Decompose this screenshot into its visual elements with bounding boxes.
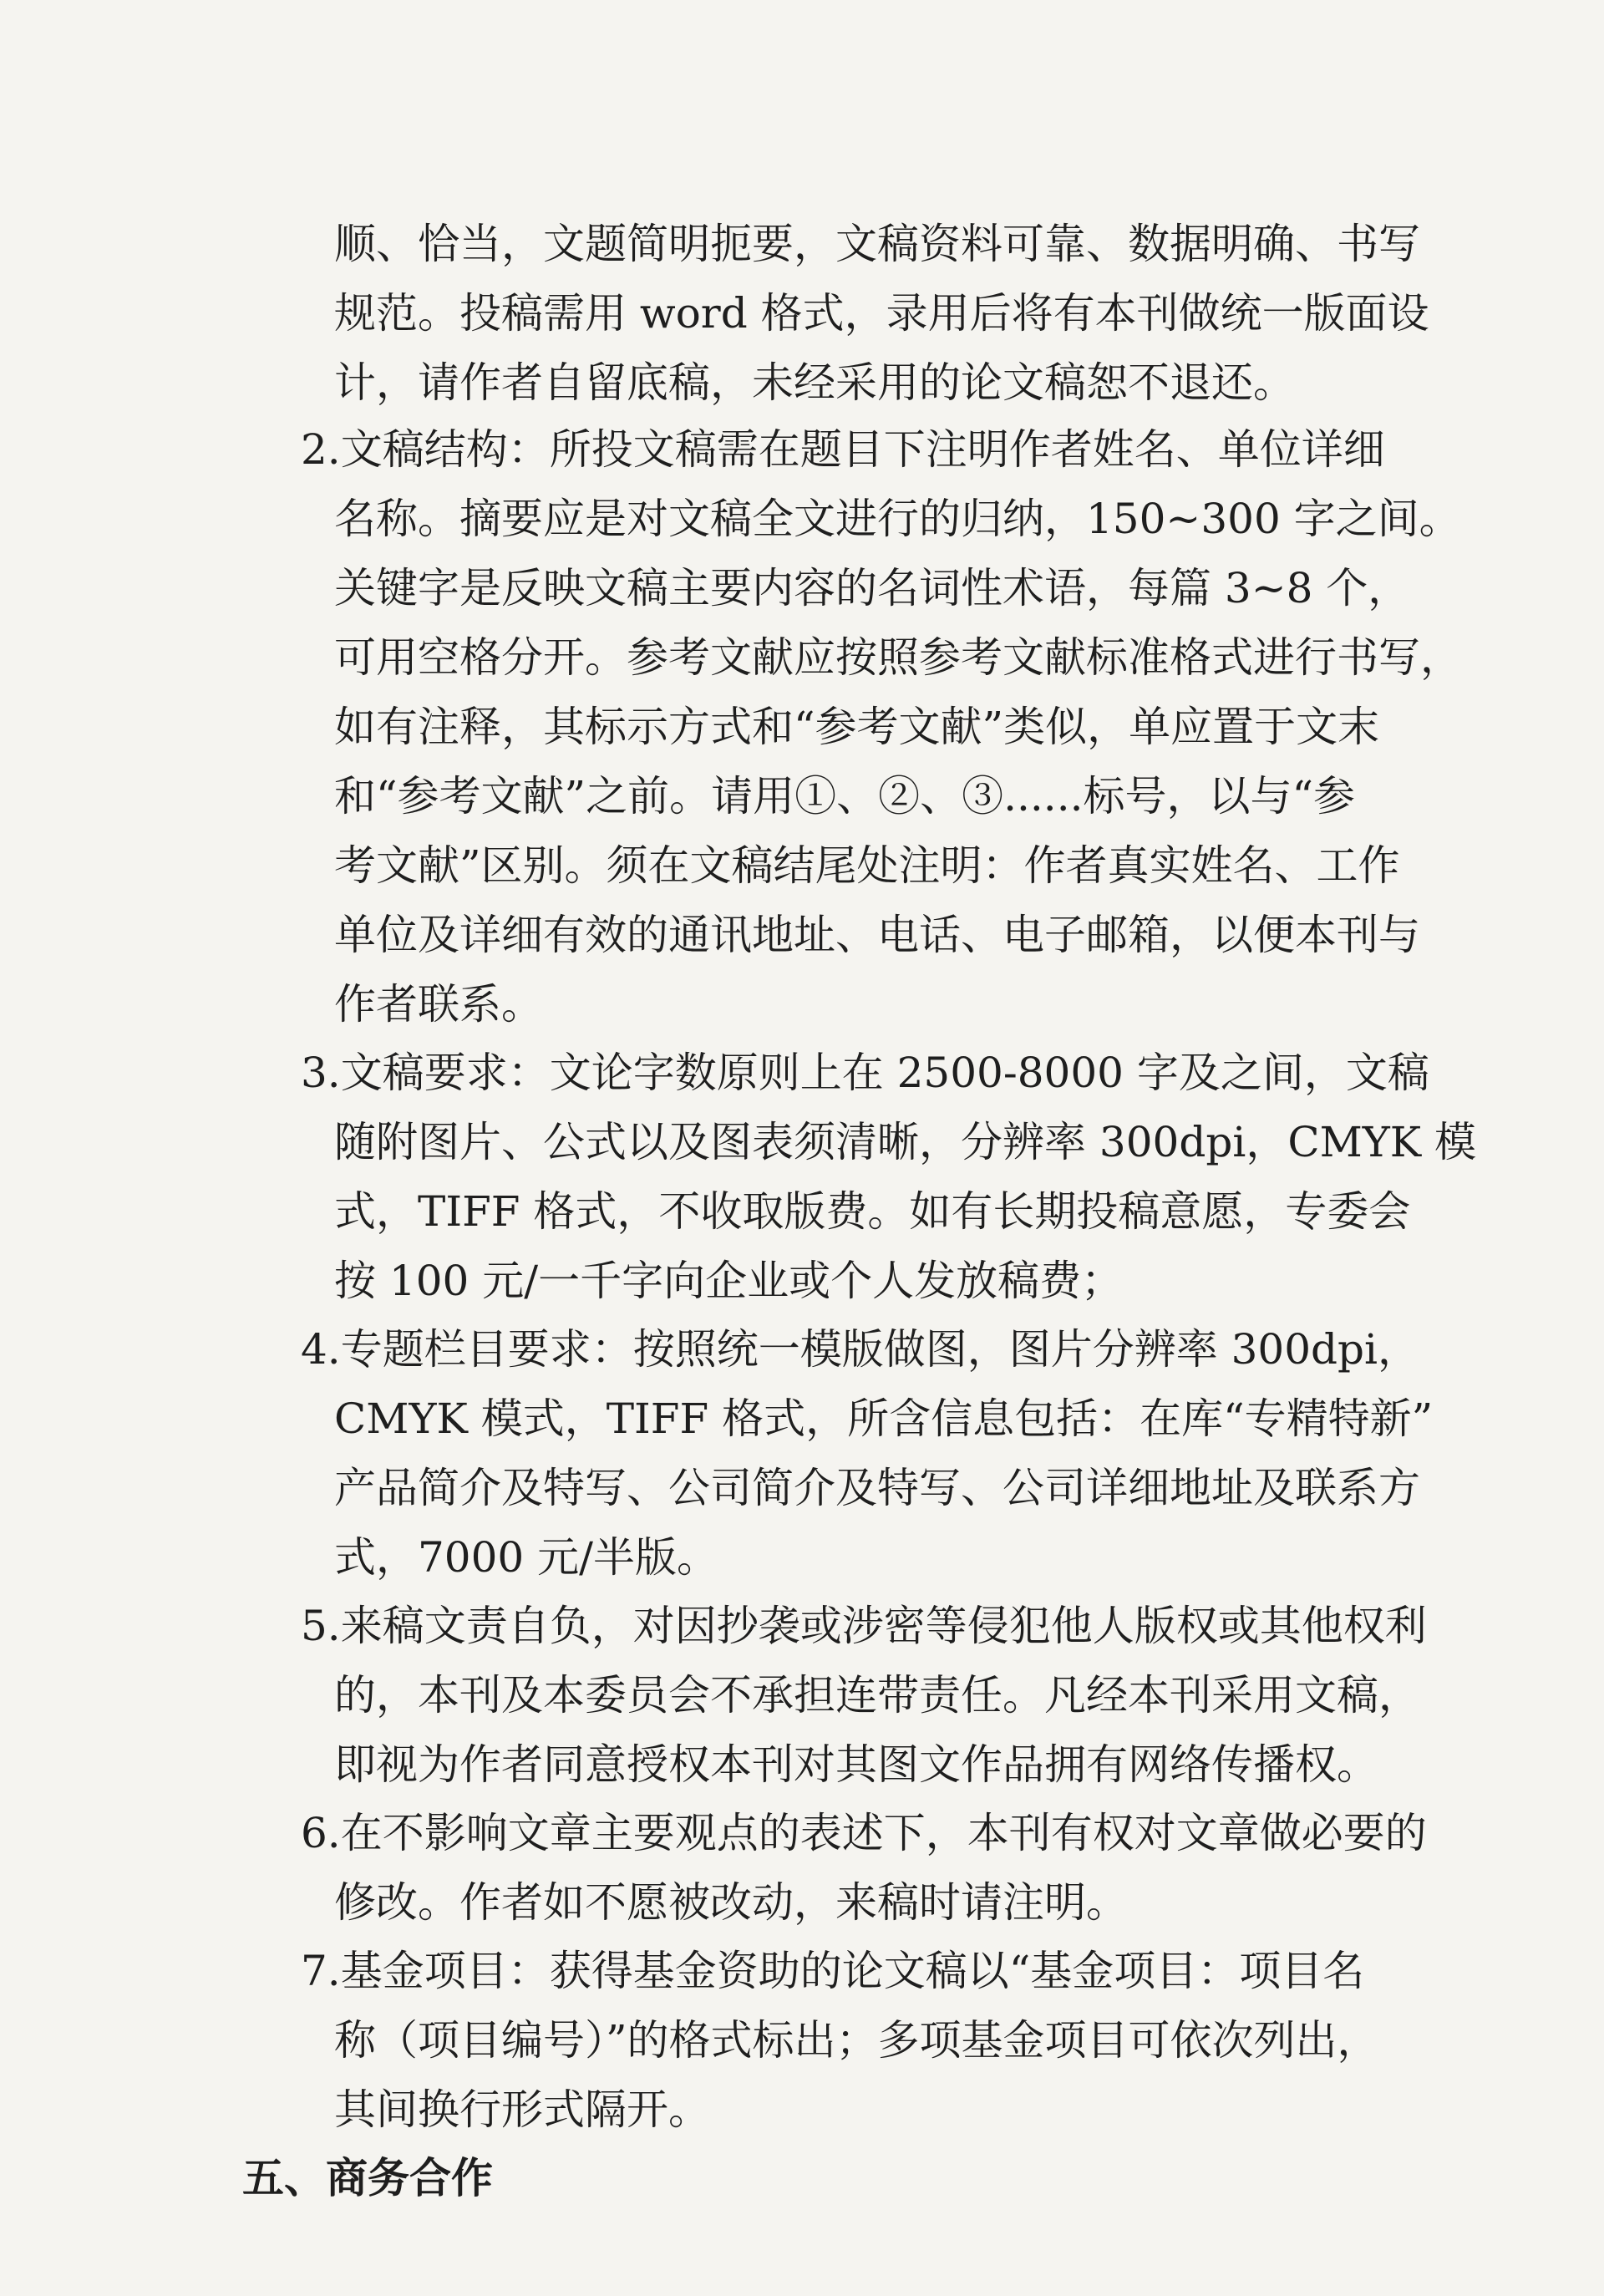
text-line: 即视为作者同意授权本刊对其图文作品拥有网络传播权。: [334, 1740, 1378, 1789]
section-heading: 五、商务合作: [242, 2154, 493, 2202]
text-line: 可用空格分开。参考文献应按照参考文献标准格式进行书写，: [334, 633, 1462, 682]
text-line: 的，本刊及本委员会不承担连带责任。凡经本刊采用文稿，: [334, 1671, 1420, 1719]
text-line: 随附图片、公式以及图表须清晰，分辨率 300dpi，CMYK 模: [334, 1118, 1477, 1166]
list-item-7: 7.基金项目：获得基金资助的论文稿以“基金项目：项目名: [301, 1947, 1365, 1995]
list-item-6: 6.在不影响文章主要观点的表述下，本刊有权对文章做必要的: [301, 1809, 1427, 1857]
text-line: CMYK 模式，TIFF 格式，所含信息包括：在库“专精特新”: [334, 1394, 1434, 1443]
list-item-2: 2.文稿结构：所投文稿需在题目下注明作者姓名、单位详细: [301, 425, 1385, 474]
text-line: 单位及详细有效的通讯地址、电话、电子邮箱，以便本刊与: [334, 911, 1420, 959]
list-item-5: 5.来稿文责自负，对因抄袭或涉密等侵犯他人版权或其他权利: [301, 1602, 1427, 1650]
text-line: 名称。摘要应是对文稿全文进行的归纳，150~300 字之间。: [334, 495, 1461, 543]
text-line: 式，TIFF 格式，不收取版费。如有长期投稿意愿，专委会: [334, 1187, 1411, 1236]
text-line: 作者联系。: [334, 980, 543, 1029]
text-line: 如有注释，其标示方式和“参考文献”类似，单应置于文末: [334, 703, 1380, 751]
text-line: 关键字是反映文稿主要内容的名词性术语，每篇 3~8 个，: [334, 564, 1410, 612]
text-line: 式，7000 元/半版。: [334, 1533, 718, 1582]
text-line: 顺、恰当，文题简明扼要，文稿资料可靠、数据明确、书写: [334, 220, 1420, 268]
text-line: 和“参考文献”之前。请用①、②、③......标号，以与“参: [334, 772, 1356, 820]
text-line: 产品简介及特写、公司简介及特写、公司详细地址及联系方: [334, 1464, 1420, 1512]
text-line: 其间换行形式隔开。: [334, 2085, 710, 2134]
list-item-3: 3.文稿要求：文论字数原则上在 2500-8000 字及之间，文稿: [301, 1049, 1429, 1097]
text-line: 按 100 元/一千字向企业或个人发放稿费；: [334, 1257, 1124, 1305]
text-line: 修改。作者如不愿被改动，来稿时请注明。: [334, 1878, 1128, 1927]
text-line: 称（项目编号）”的格式标出；多项基金项目可依次列出，: [334, 2016, 1379, 2065]
text-line: 考文献”区别。须在文稿结尾处注明：作者真实姓名、工作: [334, 841, 1400, 890]
text-line: 计，请作者自留底稿，未经采用的论文稿恕不退还。: [334, 358, 1295, 407]
text-line: 规范。投稿需用 word 格式，录用后将有本刊做统一版面设: [334, 289, 1429, 338]
list-item-4: 4.专题栏目要求：按照统一模版做图，图片分辨率 300dpi，: [301, 1325, 1420, 1374]
